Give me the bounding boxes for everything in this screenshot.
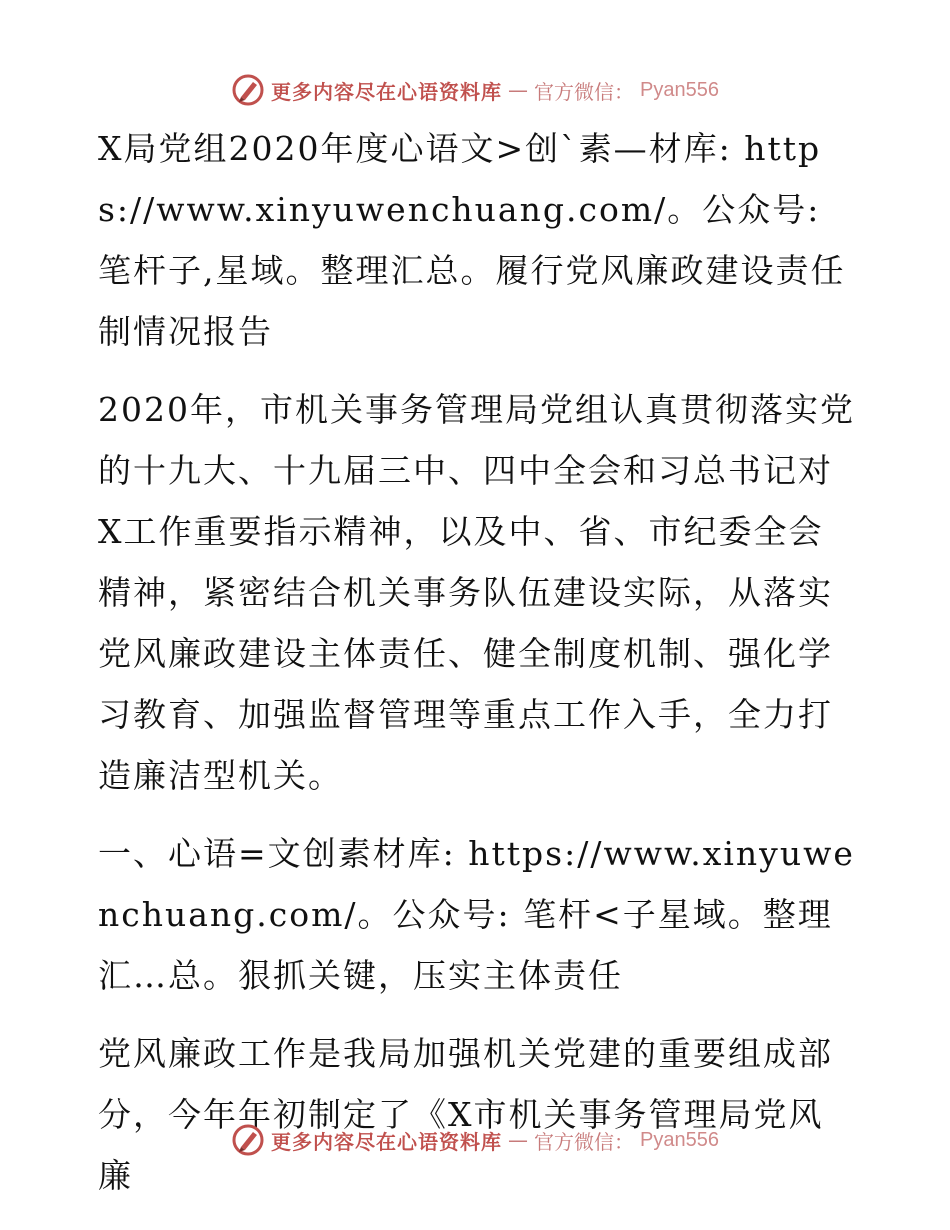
footer-watermark bbox=[0, 1120, 950, 1160]
paragraph-title: X局党组2020年度心语文>创`素—材库: https://www.xinyuwenchuang.com/。公众号: 笔杆子,星域。整理汇总。履行党风廉政建设责任制情况报告 bbox=[98, 129, 846, 351]
paragraph-intro: 2020年，市机关事务管理局党组认真贯彻落实党的十九大、十九届三中、四中全会和习总书记对X工作重要指示精神，以及中、省、市纪委全会精神，紧密结合机关事务队伍建设实际，从落实党风廉政建设主体责任、健全制度机制、强化学习教育、加强监督管理等重点工作入手，全力打造廉洁型机关。 bbox=[98, 390, 855, 795]
watermark-subtitle: 官方微信： bbox=[534, 1129, 635, 1154]
header-watermark bbox=[0, 70, 950, 110]
watermark-separator: — bbox=[508, 78, 529, 102]
watermark-separator: — bbox=[508, 1128, 529, 1152]
watermark-brand: 更多内容尽在心语资料库 bbox=[271, 1129, 503, 1154]
watermark-wechat-id: Pyan556 bbox=[640, 78, 719, 101]
watermark-subtitle: 官方微信： bbox=[534, 79, 635, 104]
pen-logo-icon bbox=[231, 73, 265, 107]
paragraph-section-heading: 一、心语=文创素材库: https://www.xinyuwenchuang.com/。公众号: 笔杆<子星域。整理汇…总。狠抓关键，压实主体责任 bbox=[98, 834, 855, 995]
watermark-brand: 更多内容尽在心语资料库 bbox=[271, 79, 503, 104]
watermark-wechat-id: Pyan556 bbox=[640, 1128, 719, 1151]
document-body bbox=[98, 118, 858, 1223]
pen-logo-icon bbox=[231, 1123, 265, 1157]
paragraph-body: 党风廉政工作是我局加强机关党建的重要组成部分，今年年初制定了《X市机关事务管理局党风廉 bbox=[98, 1034, 833, 1195]
